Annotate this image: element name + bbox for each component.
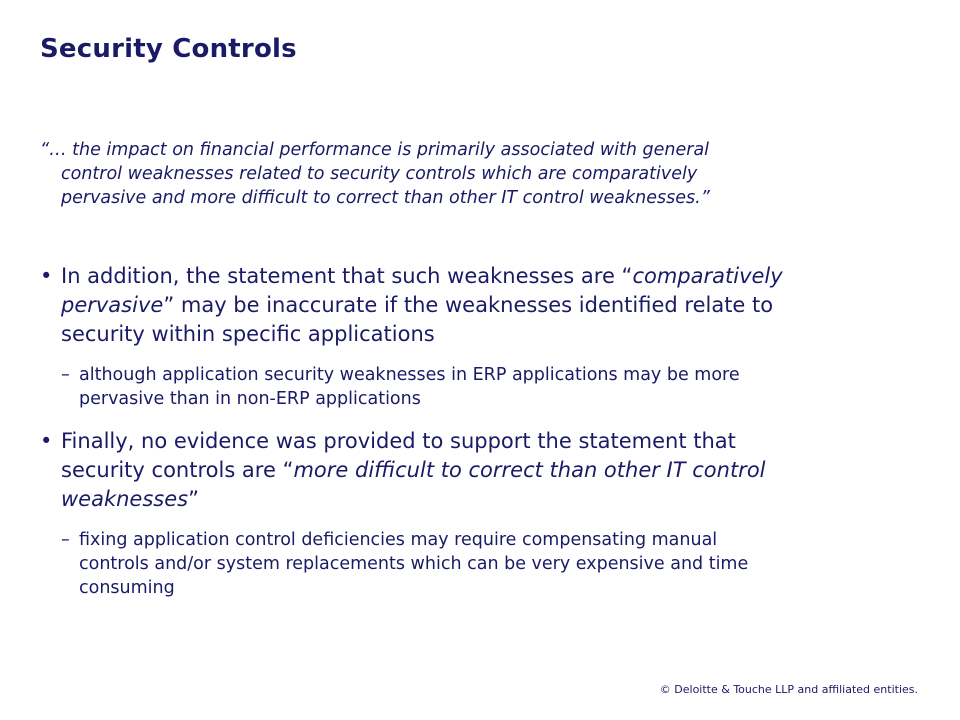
- bullet-emphasis: more difficult to correct than other IT control: [293, 458, 766, 482]
- sub-bullet-line: fixing application control deficiencies may require compensating manual: [79, 530, 718, 550]
- bullet-text: [40, 262, 920, 349]
- bullet-text-segment: security within specific applications: [61, 322, 435, 346]
- bullet-emphasis: comparatively: [632, 264, 783, 288]
- quote-line: control weaknesses related to security controls which are comparatively: [61, 164, 698, 184]
- sub-bullet-item: [61, 528, 921, 600]
- quote-line: pervasive and more difficult to correct than other IT control weaknesses.”: [61, 188, 710, 208]
- copyright-footer: © Deloitte & Touche LLP and affiliated entities.: [659, 683, 918, 696]
- sub-bullet-line: although application security weaknesses in ERP applications may be more: [79, 365, 740, 385]
- bullet-text-segment: In addition, the statement that such weaknesses are “: [61, 264, 633, 288]
- slide-title: Security Controls: [40, 34, 297, 64]
- sub-bullet-marker: –: [61, 530, 70, 550]
- bullet-emphasis: weaknesses: [61, 487, 189, 511]
- sub-bullet-item: [61, 363, 921, 411]
- bullet-emphasis: pervasive: [61, 293, 164, 317]
- bullet-text-segment: Finally, no evidence was provided to support the statement that: [61, 429, 736, 453]
- bullet-marker: •: [40, 429, 53, 453]
- bullet-item: [40, 262, 920, 349]
- bullet-text-segment: ”: [188, 487, 199, 511]
- quote-line: “… the impact on financial performance is primarily associated with general: [40, 140, 710, 160]
- quote-block: [40, 138, 900, 210]
- sub-bullet-marker: –: [61, 365, 70, 385]
- sub-bullet-line: controls and/or system replacements which can be very expensive and time: [79, 554, 749, 574]
- bullet-text: [40, 427, 920, 514]
- bullet-marker: •: [40, 264, 53, 288]
- bullet-text-segment: security controls are “: [61, 458, 294, 482]
- sub-bullet-line: consuming: [79, 578, 175, 598]
- bullet-text-segment: ” may be inaccurate if the weaknesses identified relate to: [163, 293, 774, 317]
- sub-bullet-line: pervasive than in non-ERP applications: [79, 389, 421, 409]
- bullet-item: [40, 427, 920, 514]
